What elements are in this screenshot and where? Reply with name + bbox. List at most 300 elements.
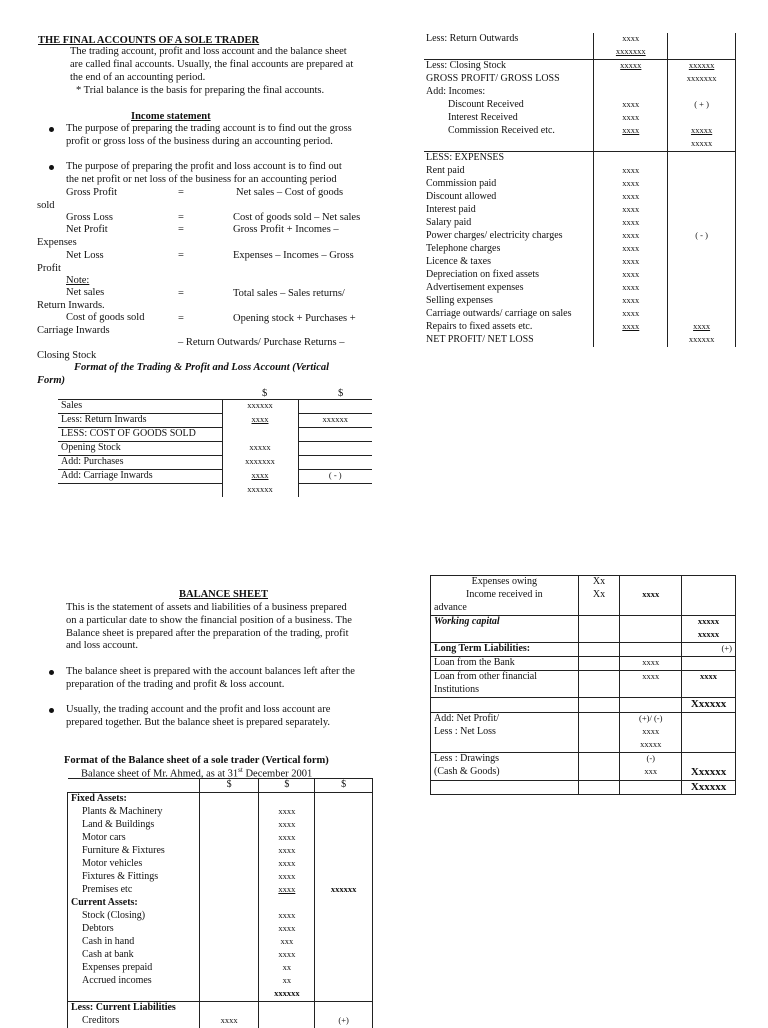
table-cell: (+)/ (-) [620,712,682,726]
table-cell: xxxxx [594,60,668,74]
table-cell: xxxx [594,125,668,138]
formula-lhs: Cost of goods sold [66,312,145,323]
table-row [68,1002,373,1016]
table-cell: Stock (Closing) [68,910,200,923]
table-cell [668,112,736,125]
table-cell: Less : Drawings [431,752,579,766]
table-cell [594,73,668,86]
formula-rhs: Opening stock + Purchases + [233,313,356,324]
table-cell [199,884,259,897]
table-cell: xxxx [594,33,668,46]
table-row [58,442,372,456]
table-row [424,60,736,74]
table-cell [315,975,373,988]
table-row [431,766,736,780]
table-cell [668,269,736,282]
table-cell: xxxx [259,858,315,871]
income-statement-heading: Income statement [131,111,211,122]
table-cell: Discount allowed [426,191,497,202]
formula-lhs: Net Loss [66,250,104,261]
table-cell [315,923,373,936]
table-cell [620,698,682,713]
table-cell [594,86,668,99]
table-cell [199,871,259,884]
table-row [58,456,372,470]
bs-intro-line-2: on a particular date to show the financial position of a business. The [66,615,352,626]
table-row [68,936,373,949]
table-cell [682,589,736,602]
table-cell: xxxx [594,112,668,125]
table-row [424,295,736,308]
table-cell [298,400,372,414]
table-cell: Advertisement expenses [426,282,524,293]
table-cell [199,1002,259,1016]
table-cell: xxx [620,766,682,780]
trading-format-heading-2: Form) [37,375,66,386]
table-row [68,897,373,910]
table-cell: Add: Incomes: [426,86,486,97]
table-row [431,752,736,766]
trading-account-table [58,399,372,497]
table-cell: Motor cars [68,832,200,845]
table-cell [578,629,620,643]
table-cell: Less: Return Inwards [58,414,222,428]
table-row [431,684,736,698]
table-cell [578,698,620,713]
formula-rhs: Expenses – Incomes – Gross [233,250,354,261]
table-cell [668,282,736,295]
table-row [424,282,736,295]
table-cell: Discount Received [448,99,524,110]
table-row [424,99,736,112]
table-cell [199,858,259,871]
table-cell [199,910,259,923]
table-cell [620,576,682,590]
pl-purpose-line-1: The purpose of preparing the profit and loss account is to find out [66,161,342,172]
bs-bullet2-line-1: Usually, the trading account and the profit and loss account are [66,704,331,715]
table-row [58,470,372,484]
formula-wrap: Carriage Inwards [37,325,110,336]
formula-rhs: Cost of goods sold – Net sales [233,212,361,223]
table-cell [315,910,373,923]
table-row [431,712,736,726]
formula-eq: = [178,313,184,324]
table-cell: xxxxxx [222,400,298,414]
table-row [431,780,736,795]
table-cell [578,684,620,698]
table-cell: Loan from the Bank [431,657,579,671]
table-cell: Less: Closing Stock [426,60,507,71]
table-cell: $ [315,779,373,793]
table-cell: Telephone charges [426,243,501,254]
table-cell: $ [259,779,315,793]
formula-lhs: Net sales [66,287,105,298]
table-cell: Power charges/ electricity charges [426,230,563,241]
balance-sheet-continued-table [430,575,736,795]
table-cell [199,949,259,962]
table-cell [199,936,259,949]
table-cell: xxxx [594,295,668,308]
table-cell: Motor vehicles [68,858,200,871]
table-cell: xxxxx [668,138,736,152]
bullet-icon [49,708,54,713]
table-cell: xxxx [594,230,668,243]
table-cell [620,780,682,795]
table-cell: Salary paid [426,217,472,228]
table-cell [578,657,620,671]
table-cell: Premises etc [68,884,200,897]
table-cell: ( - ) [298,470,372,484]
table-row [68,923,373,936]
table-row [68,884,373,897]
table-row [424,217,736,230]
bs-format-heading: Format of the Balance sheet of a sole trader (Vertical form) [64,755,329,766]
table-cell: Xx [578,576,620,590]
table-cell: Land & Buildings [68,819,200,832]
table-cell [668,217,736,230]
table-cell: xxxxx [682,629,736,643]
table-cell [620,602,682,616]
table-cell: xxxx [594,308,668,321]
table-row [431,629,736,643]
table-cell [199,988,259,1002]
table-cell: xxxx [259,871,315,884]
table-cell: xxxx [594,256,668,269]
table-cell: Licence & taxes [426,256,491,267]
table-cell [578,752,620,766]
table-row [68,1015,373,1028]
table-cell: xxxxxx [222,484,298,498]
table-row [424,191,736,204]
table-cell: LESS: EXPENSES [424,152,594,166]
table-cell [668,152,736,166]
table-cell [668,165,736,178]
table-cell: xxxxxx [298,414,372,428]
table-cell [578,602,620,616]
bullet-icon [49,165,54,170]
table-cell [594,334,668,347]
table-cell: Fixtures & Fittings [68,871,200,884]
intro-line-3: the end of an accounting period. [70,72,206,83]
table-cell: xxx [259,936,315,949]
table-row [58,428,372,442]
table-cell: xxxx [222,414,298,428]
bullet-icon [49,670,54,675]
table-cell: (-) [620,752,682,766]
table-cell: Opening Stock [58,442,222,456]
table-row [424,321,736,334]
table-cell [578,780,620,795]
trading-purpose-line-1: The purpose of preparing the trading account is to find out the gross [66,123,352,134]
formula-eq: = [178,250,184,261]
table-cell: xxxx [594,204,668,217]
formula-wrap: Closing Stock [37,350,97,361]
table-cell [315,988,373,1002]
table-cell [620,684,682,698]
table-cell [578,671,620,685]
table-cell [668,191,736,204]
table-cell [315,819,373,832]
table-cell [668,204,736,217]
table-cell [682,752,736,766]
table-cell: Long Term Liabilities: [431,643,579,657]
table-cell: xx [259,962,315,975]
table-cell: Commission Received etc. [448,125,555,136]
table-cell [68,988,200,1002]
table-cell [315,858,373,871]
table-cell: xxxx [594,282,668,295]
table-cell [315,1002,373,1016]
table-cell [199,897,259,910]
table-cell: xx [259,975,315,988]
table-row [58,484,372,498]
table-cell: xxxxx [682,616,736,630]
table-cell: (+) [682,643,736,657]
table-cell [199,975,259,988]
table-row [68,988,373,1002]
table-row [68,858,373,871]
table-cell [682,739,736,753]
table-cell: xxxxxxx [222,456,298,470]
formula-rhs: Gross Profit + Incomes – [233,224,339,235]
table-cell: Carriage outwards/ carriage on sales [426,308,572,319]
formula-eq: = [178,288,184,299]
profit-loss-table [424,33,736,347]
table-cell: (Cash & Goods) [431,766,579,780]
col-header-dollar: $ [262,388,268,399]
trading-purpose-line-2: profit or gross loss of the business during an accounting period. [66,136,333,147]
table-row [68,806,373,819]
table-cell: xxxx [594,217,668,230]
table-cell: xxxx [594,178,668,191]
table-cell: Xxxxxx [682,780,736,795]
table-cell: ( + ) [668,99,736,112]
table-cell: xxxx [259,832,315,845]
table-row [431,739,736,753]
table-cell: xxxx [259,884,315,897]
table-cell [668,178,736,191]
formula-eq: = [178,224,184,235]
table-cell [58,484,222,498]
table-row [58,400,372,414]
table-cell [298,456,372,470]
table-cell: Commission paid [426,178,497,189]
table-row [431,589,736,602]
bs-subheading: Balance sheet of Mr. Ahmed, as at 31st December 2001 [81,766,313,780]
table-cell: Less: Return Outwards [426,33,519,44]
table-row [58,414,372,428]
table-cell [431,629,579,643]
table-row [431,616,736,630]
table-cell [315,936,373,949]
bs-bullet1-line-1: The balance sheet is prepared with the account balances left after the [66,666,355,677]
table-cell: xxxx [259,806,315,819]
table-cell: xxxx [259,923,315,936]
table-cell [578,643,620,657]
table-cell: xxxx [259,819,315,832]
table-row [424,152,736,166]
table-row [424,204,736,217]
table-cell [199,923,259,936]
table-cell: Add: Purchases [58,456,222,470]
table-cell: xxxxxx [259,988,315,1002]
table-cell [682,712,736,726]
table-cell [315,949,373,962]
table-row [424,269,736,282]
table-row [424,243,736,256]
table-row [424,33,736,46]
table-row [431,726,736,739]
table-cell [431,739,579,753]
table-cell: xxxx [594,321,668,334]
table-cell: Interest paid [426,204,476,215]
table-cell: Institutions [431,684,579,698]
table-cell [682,657,736,671]
table-row [424,165,736,178]
formula-wrap: Profit [37,263,61,274]
table-cell: xxxx [199,1015,259,1028]
table-cell [199,845,259,858]
table-cell: Plants & Machinery [68,806,200,819]
table-row [431,602,736,616]
table-cell [578,712,620,726]
table-cell: ( - ) [668,230,736,243]
bullet-icon [49,127,54,132]
table-cell [259,897,315,910]
formula-rhs: Total sales – Sales returns/ [233,288,345,299]
table-cell: xxxxx [620,739,682,753]
table-cell [298,484,372,498]
table-cell: xxxx [668,321,736,334]
table-cell [222,428,298,442]
table-cell [199,806,259,819]
table-row [424,334,736,347]
table-cell [620,616,682,630]
table-row [68,832,373,845]
table-cell: Cash at bank [68,949,200,962]
table-row [424,138,736,152]
table-cell: xxxx [594,243,668,256]
table-cell: xxxx [259,949,315,962]
table-cell: xxxx [259,910,315,923]
table-cell: Fixed Assets: [68,793,200,807]
table-cell: xxxx [620,671,682,685]
table-cell: xxxx [620,657,682,671]
table-cell [315,845,373,858]
table-cell [668,308,736,321]
table-cell: xxxxxxx [594,46,668,60]
table-cell [298,428,372,442]
intro-line-2: are called final accounts. Usually, the final accounts are prepared at [70,59,354,70]
table-cell: xxxx [620,726,682,739]
table-cell: Working capital [431,616,579,630]
table-cell [668,86,736,99]
table-cell [315,793,373,807]
table-cell: Furniture & Fixtures [68,845,200,858]
table-cell: xxxx [594,165,668,178]
table-cell [682,726,736,739]
table-row [68,793,373,807]
table-cell [298,442,372,456]
table-cell: Xxxxxx [682,698,736,713]
formula-wrap: Return Inwards. [37,300,105,311]
table-cell: Selling expenses [426,295,493,306]
table-cell: Debtors [68,923,200,936]
table-row [424,230,736,243]
table-cell: xxxxxx [668,334,736,347]
table-cell: Interest Received [448,112,518,123]
table-cell: xxxx [620,589,682,602]
table-cell: xxxx [222,470,298,484]
table-cell: Add: Net Profit/ [431,712,579,726]
table-cell [199,819,259,832]
table-row [424,86,736,99]
table-cell: xxxx [594,269,668,282]
formula-lhs: Net Profit [66,224,108,235]
table-cell [578,616,620,630]
bs-intro-line-3: Balance sheet is prepared after the preparation of the trading, profit [66,628,349,639]
table-row [68,845,373,858]
table-cell [682,684,736,698]
table-cell: xxxx [682,671,736,685]
table-cell [668,243,736,256]
table-cell: NET PROFIT/ NET LOSS [426,334,534,345]
table-cell: Income received in [431,589,579,602]
bs-bullet2-line-2: prepared together. But the balance sheet is prepared separately. [66,717,331,728]
table-row [424,178,736,191]
bs-bullet1-line-2: preparation of the trading and profit & loss account. [66,679,285,690]
table-cell [668,256,736,269]
formula-eq: = [178,212,184,223]
formula-rhs: Net sales – Cost of goods [236,187,344,198]
table-cell [668,33,736,46]
table-row [424,256,736,269]
table-row [424,73,736,86]
table-cell [620,643,682,657]
table-row [431,576,736,590]
table-cell [259,793,315,807]
trading-format-heading: Format of the Trading & Profit and Loss Account (Vertical [74,362,330,373]
table-cell [682,602,736,616]
table-cell: xxxxxx [315,884,373,897]
table-cell [424,46,594,60]
table-cell: xxxxxx [668,60,736,74]
table-cell: Cash in hand [68,936,200,949]
balance-sheet-heading: BALANCE SHEET [179,589,268,600]
table-cell [315,871,373,884]
table-cell: Loan from other financial [431,671,579,685]
table-cell: Less: Current Liabilities [68,1002,200,1016]
table-cell [578,739,620,753]
table-cell [668,46,736,60]
table-cell: $ [199,779,259,793]
table-cell: xxxxx [668,125,736,138]
table-cell: Add: Carriage Inwards [58,470,222,484]
table-cell [199,962,259,975]
table-cell: xxxx [259,845,315,858]
table-cell [620,629,682,643]
table-cell: Sales [58,400,222,414]
table-cell: advance [431,602,579,616]
table-cell [199,832,259,845]
table-row [68,910,373,923]
formula-lhs: Gross Loss [66,212,113,223]
formula-wrap: Expenses [37,237,77,248]
table-cell [199,793,259,807]
table-cell: Depreciation on fixed assets [426,269,540,280]
table-cell [431,698,579,713]
table-cell: Current Assets: [68,897,200,910]
